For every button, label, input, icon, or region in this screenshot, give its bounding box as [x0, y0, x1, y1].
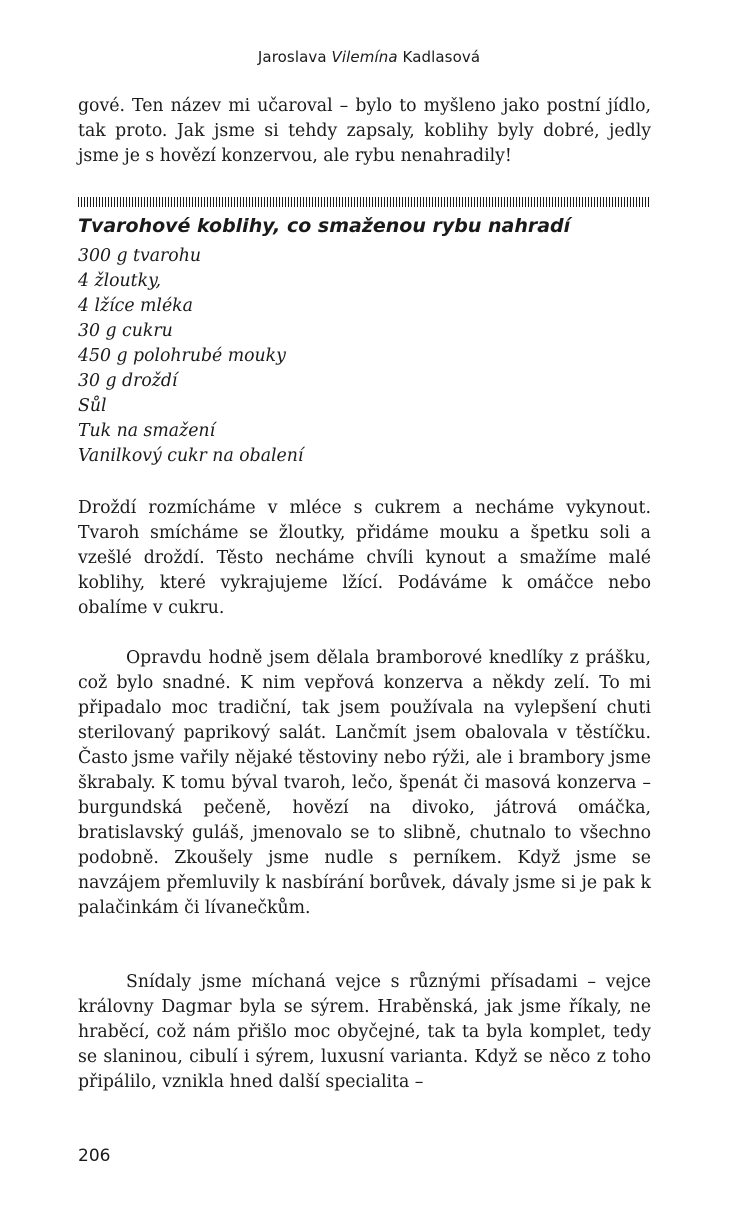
- recipe-title: Tvarohové koblihy, co smaženou rybu nahradí: [78, 215, 571, 237]
- ingredient-item: Tuk na smažení: [78, 421, 216, 441]
- page-number: 206: [78, 1146, 111, 1166]
- ingredient-item: 30 g cukru: [78, 321, 173, 341]
- author-last-name: Kadlasová: [402, 48, 481, 66]
- section-divider: [78, 197, 651, 207]
- ingredient-item: 4 lžíce mléka: [78, 296, 193, 316]
- ingredient-item: 30 g droždí: [78, 371, 178, 391]
- ingredient-item: 4 žloutky,: [78, 271, 162, 291]
- recipe-method: Droždí rozmícháme v mléce s cukrem a necháme vykynout. Tvaroh smícháme se žloutky, přidáme mouku a špetku soli a vzešlé droždí. Těsto necháme chvíli kynout a smažíme malé koblihy, které vykrajujeme lžící. Podáváme k omáčce nebo obalíme v cukru.: [78, 498, 651, 618]
- author-middle-name: Vilemína: [331, 48, 398, 66]
- author-first-name: Jaroslava: [257, 48, 327, 66]
- ingredient-item: 300 g tvarohu: [78, 246, 201, 266]
- ingredient-item: 450 g polohrubé mouky: [78, 346, 286, 366]
- running-head: [0, 48, 738, 66]
- paragraph-intro: gové. Ten název mi učaroval – bylo to myšleno jako postní jídlo, tak proto. Jak jsme si tehdy zapsaly, koblihy byly dobré, jedly jsme je s hovězí konzervou, ale rybu nenahradily!: [78, 96, 651, 166]
- ingredient-list: [78, 244, 651, 469]
- paragraph-dumplings: Opravdu hodně jsem dělala bramborové knedlíky z prášku, což bylo snadné. K nim vepřová konzerva a někdy zelí. To mi připadalo moc tradiční, tak jsem používala na vylepšení chuti sterilovaný paprikový salát. Lančmít jsem obalovala v těstíčku. Často jsme vařily nějaké těstoviny nebo rýži, ale i brambory jsme škrabaly. K tomu býval tvaroh, lečo, špenát či masová konzerva – burgundská pečeně, hovězí na divoko, játrová omáčka, bratislavský guláš, jmenovalo se to slibně, chutnalo to všechno podobně. Zkoušely jsme nudle s perníkem. Když jsme se navzájem přemluvily k nasbírání borůvek, dávaly jsme si je pak k palačinkám či lívanečkům.: [78, 648, 651, 918]
- paragraph-breakfast: Snídaly jsme míchaná vejce s různými přísadami – vejce královny Dagmar byla se sýrem. Hraběnská, jak jsme říkaly, ne hraběcí, což nám přišlo moc obyčejné, tak ta byla komplet, tedy se slaninou, cibulí i sýrem, luxusní varianta. Když se něco z toho připálilo, vznikla hned další specialita –: [78, 972, 651, 1092]
- ingredient-item: Vanilkový cukr na obalení: [78, 446, 304, 466]
- ingredient-item: Sůl: [78, 396, 107, 416]
